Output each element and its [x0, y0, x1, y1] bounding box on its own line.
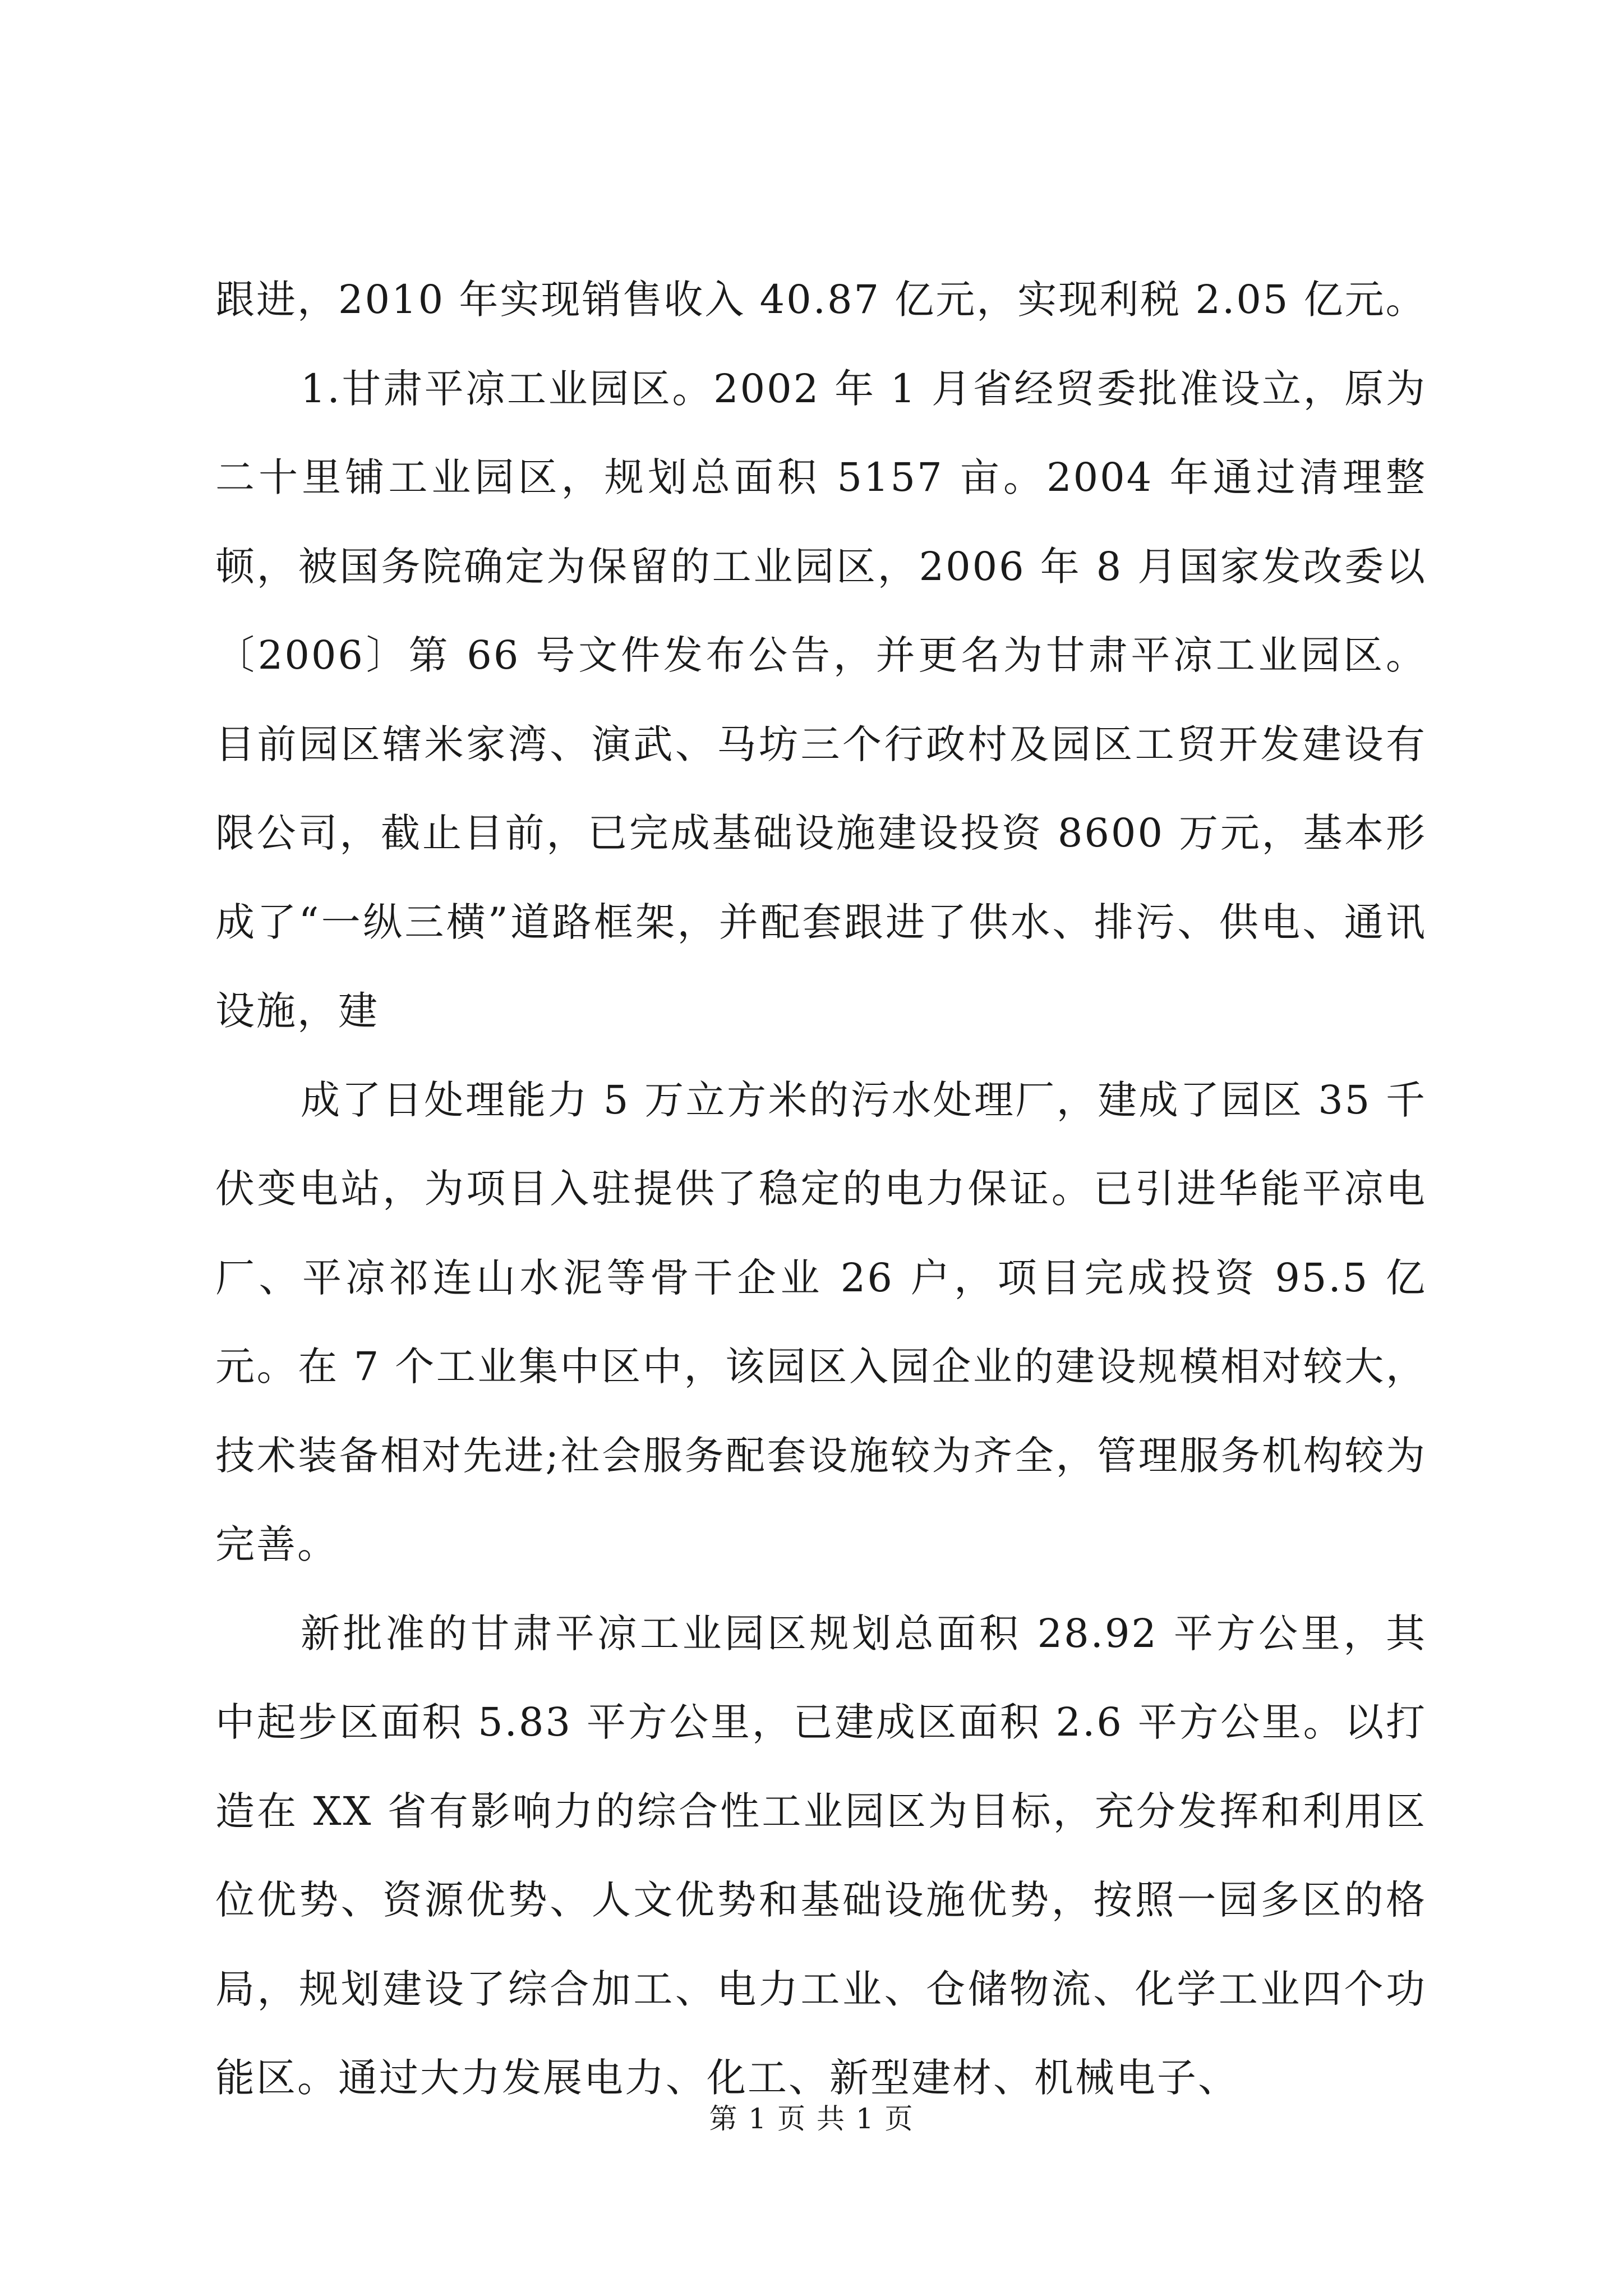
paragraph-new-plan: 新批准的甘肃平凉工业园区规划总面积 28.92 平方公里，其中起步区面积 5.83 平方公里，已建成区面积 2.6 平方公里。以打造在 XX 省有影响力的综合性工业园区为目标，充分发挥和利用区位优势、资源优势、人文优势和基础设施优势，按照一园多区的格局，规划建设了综合加工、电力工业、仓储物流、化学工业四个功能区。通过大力发展电力、化工、新型建材、机械电子、	[215, 1610, 1427, 2101]
document-body	[215, 255, 1427, 2123]
paragraph-infrastructure: 成了日处理能力 5 万立方米的污水处理厂，建成了园区 35 千伏变电站，为项目入驻提供了稳定的电力保证。已引进华能平凉电厂、平凉祁连山水泥等骨干企业 26 户，项目完成投资 95.5 亿元。在 7 个工业集中区中，该园区入园企业的建设规模相对较大，技术装备相对先进;社会服务配套设施较为齐全，管理服务机构较为完善。	[215, 1076, 1427, 1567]
paragraph-continuation: 跟进，2010 年实现销售收入 40.87 亿元，实现利税 2.05 亿元。	[215, 277, 1427, 323]
paragraph-pingliang-park: 1.甘肃平凉工业园区。2002 年 1 月省经贸委批准设立，原为二十里铺工业园区，规划总面积 5157 亩。2004 年通过清理整顿，被国务院确定为保留的工业园区，2006 年 8 月国家发改委以〔2006〕第 66 号文件发布公告，并更名为甘肃平凉工业园区。目前园区辖米家湾、演武、马坊三个行政村及园区工贸开发建设有限公司，截止目前，已完成基础设施建设投资 8600 万元，基本形成了“一纵三横”道路框架，并配套跟进了供水、排污、供电、通讯设施，建	[215, 365, 1427, 1034]
page-footer: 第 1 页 共 1 页	[709, 2102, 914, 2135]
